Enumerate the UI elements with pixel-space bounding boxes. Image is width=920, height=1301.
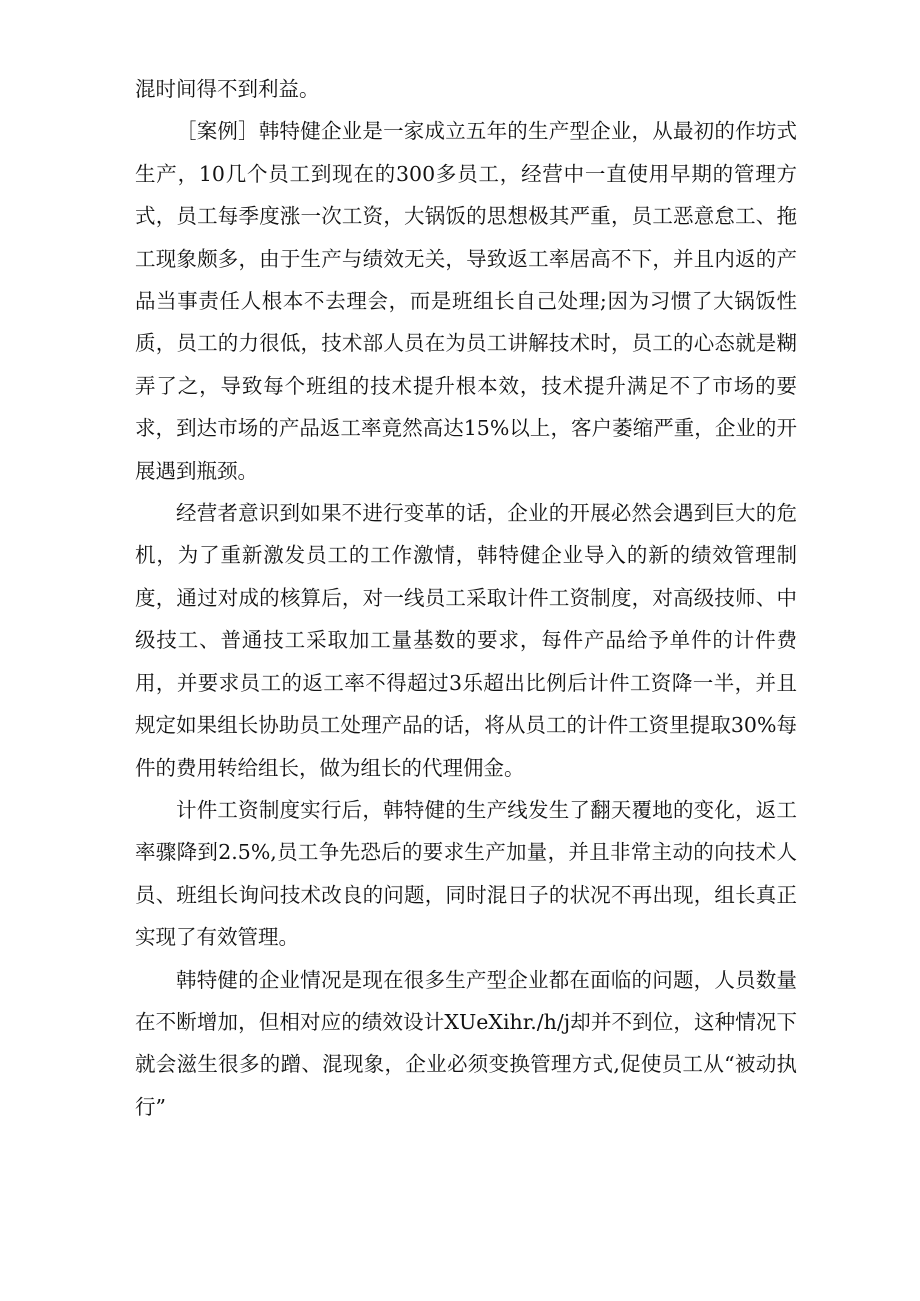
paragraph-analysis: 韩特健的企业情况是现在很多生产型企业都在面临的问题，人员数量在不断增加，但相对应的绩效设计XUeXihr./h/j却并不到位，这种情况下就会滋生很多的蹭、混现象，企业必须变换管理方式,促使员工从“被动执行” bbox=[135, 967, 797, 1119]
paragraph-continuation: 混时间得不到利益。 bbox=[135, 77, 320, 101]
document-body bbox=[135, 68, 797, 1128]
paragraph-reform: 经营者意识到如果不进行变革的话，企业的开展必然会遇到巨大的危机，为了重新激发员工的工作激情，韩特健企业导入的新的绩效管理制度，通过对成的核算后，对一线员工采取计件工资制度，对高级技师、中级技工、普通技工采取加工量基数的要求，每件产品给予单件的计件费用，并要求员工的返工率不得超过3乐超出比例后计件工资降一半，并且规定如果组长协助员工处理产品的话，将从员工的计件工资里提取30%每件的费用转给组长，做为组长的代理佣金。 bbox=[135, 501, 797, 780]
paragraph-case-study: ［案例］韩特健企业是一家成立五年的生产型企业，从最初的作坊式生产，10几个员工到现在的300多员工，经营中一直使用早期的管理方式，员工每季度涨一次工资，大锅饭的思想极其严重，员工恶意怠工、拖工现象颇多，由于生产与绩效无关，导致返工率居高不下，并且内返的产品当事责任人根本不去理会，而是班组长自己处理;因为习惯了大锅饭性质，员工的力很低，技术部人员在为员工讲解技术时，员工的心态就是糊弄了之，导致每个班组的技术提升根本效，技术提升满足不了市场的要求，到达市场的产品返工率竟然高达15%以上，客户萎缩严重，企业的开展遇到瓶颈。 bbox=[135, 119, 797, 483]
paragraph-results: 计件工资制度实行后，韩特健的生产线发生了翻天覆地的变化，返工率骤降到2.5%,员工争先恐后的要求生产加量，并且非常主动的向技术人员、班组长询问技术改良的问题，同时混日子的状况不再出现，组长真正实现了有效管理。 bbox=[135, 797, 797, 950]
